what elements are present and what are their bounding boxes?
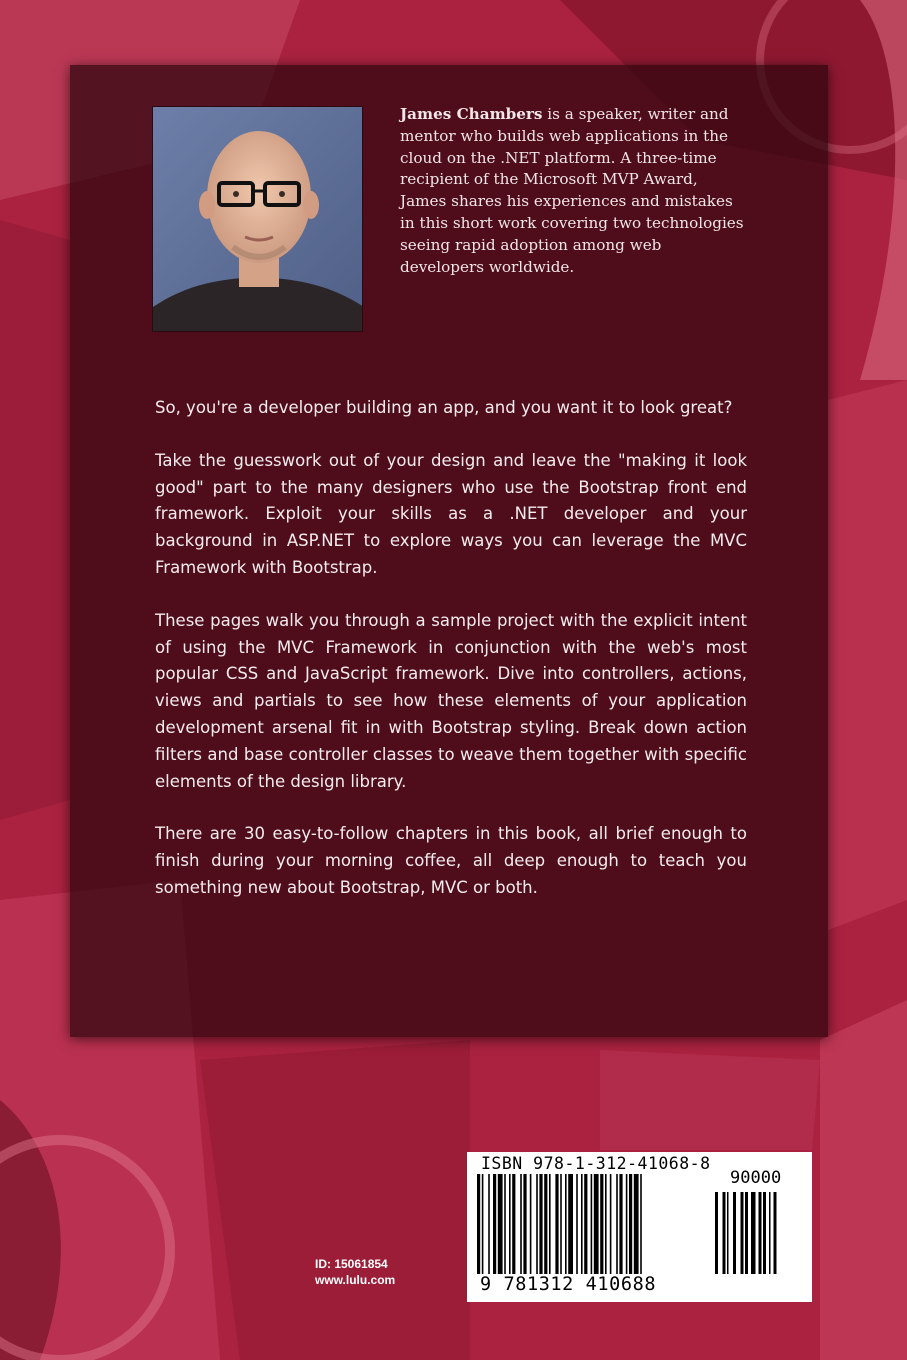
barcode-bar [745,1192,748,1274]
author-name: James Chambers [400,105,543,123]
barcode-bar [640,1174,642,1274]
barcode-bar [549,1174,551,1274]
barcode-bar [634,1174,639,1274]
author-bio-text: is a speaker, writer and mentor who builds web applications in the cloud on the .NET platform. A three-time recipient of the Microsoft MVP Award, James shares his experiences and mistakes in this short work covering two technologies seeing rapid adoption among web developers worldwide. [400,105,744,276]
barcode-bar [530,1174,532,1274]
book-description [155,395,747,928]
description-paragraph-1: So, you're a developer building an app, and you want it to look great? [155,398,733,417]
barcode-bar [555,1174,558,1274]
barcode-bar [626,1174,628,1274]
barcode-bar [568,1174,573,1274]
barcode-bar [581,1174,583,1274]
barcode-bars [477,1174,807,1282]
barcode-bar [520,1174,522,1274]
description-paragraph-2: Take the guesswork out of your design and leave the "making it look good" part to the many designers who use the Bootstrap front end framework. Exploit your skills as a .NET developer and your background in ASP.NET to explore ways you can leverage the MVC Framework with Bootstrap. [155,450,747,577]
isbn-label: ISBN 978-1-312-41068-8 [481,1154,711,1173]
publisher-url: www.lulu.com [315,1273,396,1287]
barcode-bar [584,1174,587,1274]
barcode-bar [774,1192,777,1274]
barcode-bar [544,1174,547,1274]
barcode-bar [536,1174,538,1274]
publisher-info [315,1256,425,1288]
publisher-id: ID: 15061854 [315,1257,388,1271]
isbn-barcode [467,1152,812,1302]
barcode-bar [594,1174,599,1274]
barcode-bar [751,1192,756,1274]
barcode-bar [523,1174,526,1274]
barcode-bar [591,1174,593,1274]
barcode-bar [741,1192,744,1274]
description-paragraph-3: These pages walk you through a sample project with the explicit intent of using the MVC Framework in conjunction with the web's most popular CSS and JavaScript framework. Dive into controllers, actions, views and partials to see how these elements of your application development arsenal fit in with Bootstrap styling. Break down action filters and base controller classes to weave them together with specific elements of the design library. [155,610,747,791]
author-bio [400,104,745,278]
barcode-bar [498,1174,503,1274]
barcode-bar [477,1174,480,1274]
barcode-bar [727,1192,729,1274]
barcode-bar [576,1174,578,1274]
barcode-bar [488,1174,490,1274]
price-code: 90000 [730,1168,782,1188]
barcode-bar [600,1174,603,1274]
description-paragraph-4: There are 30 easy-to-follow chapters in this book, all brief enough to finish during your morning coffee, all deep enough to teach you something new about Bootstrap, MVC or both. [155,824,747,897]
barcode-bar [493,1174,496,1274]
barcode-bar [539,1174,542,1274]
barcode-bar [769,1192,771,1274]
barcode-bar [619,1174,622,1274]
barcode-bar [482,1174,484,1274]
barcode-bar [504,1174,506,1274]
barcode-bar [629,1174,632,1274]
barcode-digits: 9 781312 410688 [480,1274,657,1295]
barcode-bar [509,1174,511,1274]
barcode-bar [512,1174,515,1274]
author-portrait-image [153,107,363,332]
barcode-bar [723,1192,726,1274]
barcode-bar [759,1192,762,1274]
barcode-bar [715,1192,718,1274]
barcode-bar [610,1174,612,1274]
barcode-bar [616,1174,618,1274]
barcode-bar [565,1174,567,1274]
barcode-bar [763,1192,766,1274]
barcode-bar [733,1192,736,1274]
barcode-bar [560,1174,562,1274]
author-photo [152,106,363,332]
barcode-bar [605,1174,607,1274]
